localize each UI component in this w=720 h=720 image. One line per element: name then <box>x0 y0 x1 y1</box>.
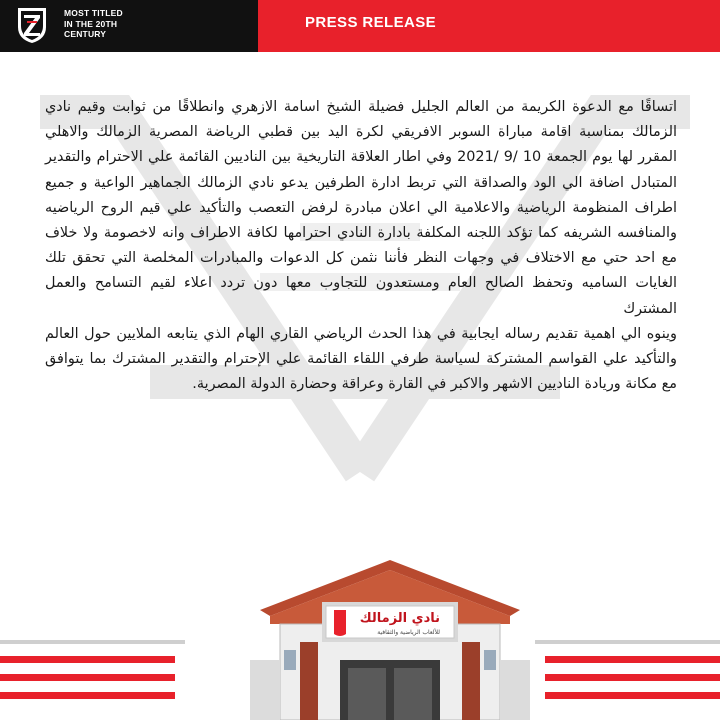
page-title: PRESS RELEASE <box>305 14 437 31</box>
club-crest-icon <box>12 5 52 45</box>
brand-block <box>0 0 258 52</box>
club-motto <box>64 8 123 40</box>
building-sign-title: نادي الزمالك <box>359 611 440 626</box>
building-sign-subtitle: للألعاب الرياضية والثقافية <box>377 629 440 636</box>
paragraph-1: اتساقًا مع الدعوة الكريمة من العالم الجليل فضيلة الشيخ اسامة الازهري وانطلاقًا من ثوابت وقيم نادي الزمالك بمناسبة اقامة مباراة السوبر الافريقي لكرة اليد بين قطبي الرياضة المصرية الزمالك والاهلي المقرر لها يوم الجمعة 10 /9 /2021 وفي اطار العلاقة التاريخية بين الناديين القائمة علي الاحترام والتقدير المتبادل اضافة الي الود والصداقة التي تربط ادارة الطرفين يدعو نادي الزمالك الجماهير الواعية و جميع اطراف المنظومة الرياضية والاعلامية الي اعلان مبادرة لرفض التعصب والتأكيد علي قيم الروح الرياضيه والمنافسه الشريفه كما تؤكد اللجنه المكلفة بادارة النادي احترامها لكافة الاطراف وانه لاخصومة ولا خلاف مع احد حتي مع الاختلاف في وجهات النظر فأننا نثمن كل الدعوات والمبادرات المخلصة التي تحقق تلك الغايات الساميه وتحفظ الصالح العام ومستعدون للتجاوب معها دون تردد اعلاء لقيم التسامح والعمل المشترك <box>45 99 677 317</box>
press-release-body <box>45 95 677 397</box>
header-bar <box>0 0 720 52</box>
decorative-stripes-right <box>535 640 720 710</box>
club-building-illustration <box>240 550 540 720</box>
motto-line-1: MOST TITLED <box>64 8 123 18</box>
paragraph-2: وينوه الي اهمية تقديم رساله ايجابية في هذا الحدث الرياضي القاري الهام الذي يتابعه الملايين حول العالم والتأكيد علي القواسم المشتركة لسياسة طرفي اللقاء القائمة علي الإحترام والتقدير المشترك بما يتوافق مع مكانة وريادة الناديين الاشهر والاكبر في القارة وعراقة وحضارة الدولة المصرية. <box>45 325 677 393</box>
motto-line-2: IN THE 20TH <box>64 18 118 29</box>
decorative-stripes-left <box>0 640 185 710</box>
motto-line-3: CENTURY <box>64 29 107 39</box>
